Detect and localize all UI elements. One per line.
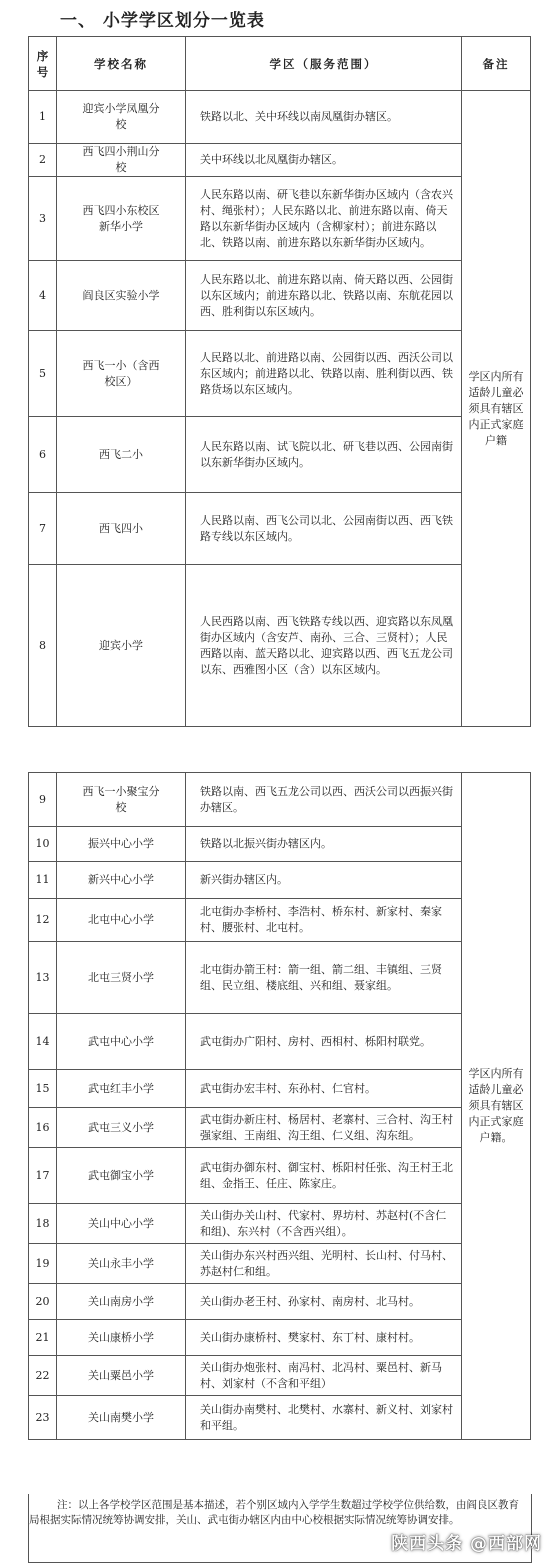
district-range: 关山街办炮张村、南冯村、北冯村、粟邑村、新马村、刘家村（不含和平组） (186, 1356, 462, 1396)
district-range: 关山街办康桥村、樊家村、东丁村、康村村。 (186, 1320, 462, 1356)
row-number: 20 (29, 1284, 57, 1320)
district-range: 关山街办南樊村、北樊村、水寨村、新义村、刘家村和平组。 (186, 1396, 462, 1440)
school-name: 西飞一小聚宝分校 (57, 773, 186, 827)
row-number: 16 (29, 1108, 57, 1148)
school-name: 武屯三义小学 (57, 1108, 186, 1148)
school-name: 武屯中心小学 (57, 1014, 186, 1070)
table-row (29, 773, 531, 827)
district-range: 人民西路以南、西飞铁路专线以西、迎宾路以东凤凰街办区域内（含安芦、南孙、三合、三贤村）；人民西路以南、蓝天路以北、迎宾路以西、西飞五龙公司以东、西雅图小区（含）以东区域内。 (186, 565, 462, 727)
table-row (29, 862, 531, 899)
district-range: 北屯街办箭王村：箭一组、箭二组、丰镇组、三贤组、民立组、楼底组、兴和组、聂家组。 (186, 942, 462, 1014)
school-name: 新兴中心小学 (57, 862, 186, 899)
school-name: 迎宾小学凤凰分校 (57, 91, 186, 144)
school-name: 关山中心小学 (57, 1204, 186, 1244)
school-name: 武屯御宝小学 (57, 1148, 186, 1204)
row-number: 13 (29, 942, 57, 1014)
table-row (29, 1014, 531, 1070)
row-number: 19 (29, 1244, 57, 1284)
row-number: 8 (29, 565, 57, 727)
row-number: 18 (29, 1204, 57, 1244)
row-number: 21 (29, 1320, 57, 1356)
table-row (29, 493, 531, 565)
district-range: 北屯街办李桥村、李浩村、桥东村、新家村、秦家村、腰张村、北屯村。 (186, 899, 462, 942)
school-name: 西飞一小（含西校区） (57, 331, 186, 417)
school-district-table-part1 (28, 36, 531, 727)
district-range: 关中环线以北凤凰街办辖区。 (186, 144, 462, 177)
table-row (29, 417, 531, 493)
school-name: 阎良区实验小学 (57, 261, 186, 331)
note-cell: 学区内所有适龄儿童必须具有辖区内正式家庭户籍 (462, 91, 531, 727)
district-range: 铁路以北振兴街办辖区内。 (186, 827, 462, 862)
table-row (29, 1356, 531, 1396)
district-range: 人民路以北、前进路以南、公园街以西、西沃公司以东区域内；前进路以北、铁路以南、胜利街以西、铁路货场以东区域内。 (186, 331, 462, 417)
table-header-row (29, 37, 531, 91)
row-number: 11 (29, 862, 57, 899)
district-range: 人民东路以北、前进东路以南、倚天路以西、公园街以东区域内；前进东路以北、铁路以南、东航花园以西、胜利街以东区域内。 (186, 261, 462, 331)
page-title: 一、 小学学区划分一览表 (60, 11, 265, 31)
school-name: 西飞四小 (57, 493, 186, 565)
table-row (29, 942, 531, 1014)
district-range: 武屯街办新庄村、杨居村、老寨村、三合村、沟王村强家组、王南组、沟王组、仁义组、沟东组。 (186, 1108, 462, 1148)
row-number: 9 (29, 773, 57, 827)
school-name: 振兴中心小学 (57, 827, 186, 862)
footnote: 注：以上各学校学区范围是基本描述，若个别区域内入学学生数超过学校学位供给数，由阎良区教育局根据实际情况统筹协调安排，关山、武屯街办辖区内由中心校根据实际情况统筹协调安排。 (28, 1494, 532, 1563)
row-number: 17 (29, 1148, 57, 1204)
table-row (29, 177, 531, 261)
school-name: 迎宾小学 (57, 565, 186, 727)
school-name: 西飞四小荆山分校 (57, 144, 186, 177)
district-range: 武屯街办宏丰村、东孙村、仁官村。 (186, 1070, 462, 1108)
table-row (29, 1070, 531, 1108)
district-range: 新兴街办辖区内。 (186, 862, 462, 899)
district-range: 关山街办关山村、代家村、界坊村、苏赵村(不含仁和组)、东兴村（不含西兴组）。 (186, 1204, 462, 1244)
row-number: 10 (29, 827, 57, 862)
table-row (29, 1396, 531, 1440)
table-row (29, 91, 531, 144)
district-range: 人民路以南、西飞公司以北、公园南街以西、西飞铁路专线以东区域内。 (186, 493, 462, 565)
row-number: 5 (29, 331, 57, 417)
row-number: 6 (29, 417, 57, 493)
row-number: 2 (29, 144, 57, 177)
school-name: 北屯中心小学 (57, 899, 186, 942)
table-row (29, 1204, 531, 1244)
header-no: 序号 (29, 37, 57, 91)
header-district: 学区（服务范围） (186, 37, 462, 91)
row-number: 14 (29, 1014, 57, 1070)
table-row (29, 261, 531, 331)
district-range: 人民东路以南、试飞院以北、研飞巷以西、公园南街以东新华街办区域内。 (186, 417, 462, 493)
school-name: 关山永丰小学 (57, 1244, 186, 1284)
table-row (29, 899, 531, 942)
row-number: 7 (29, 493, 57, 565)
table-row (29, 1320, 531, 1356)
school-name: 关山粟邑小学 (57, 1356, 186, 1396)
school-name: 关山南房小学 (57, 1284, 186, 1320)
table-row (29, 1284, 531, 1320)
table-row (29, 331, 531, 417)
district-range: 关山街办东兴村西兴组、光明村、长山村、付马村、苏赵村仁和组。 (186, 1244, 462, 1284)
district-range: 铁路以南、西飞五龙公司以西、西沃公司以西振兴街办辖区。 (186, 773, 462, 827)
row-number: 22 (29, 1356, 57, 1396)
district-range: 铁路以北、关中环线以南凤凰街办辖区。 (186, 91, 462, 144)
district-range: 武屯街办广阳村、房村、西相村、栎阳村联党。 (186, 1014, 462, 1070)
school-name: 武屯红丰小学 (57, 1070, 186, 1108)
school-district-table-part2 (28, 772, 531, 1440)
table-row (29, 1244, 531, 1284)
school-name: 关山南樊小学 (57, 1396, 186, 1440)
table-row (29, 827, 531, 862)
district-range: 人民东路以南、研飞巷以东新华街办区域内（含农兴村、绳张村）；人民东路以北、前进东路以南、倚天路以东新华街办区域内（含柳家村）；前进东路以北、铁路以南、前进东路以东新华街办区域内。 (186, 177, 462, 261)
header-school-name: 学校名称 (57, 37, 186, 91)
row-number: 23 (29, 1396, 57, 1440)
row-number: 4 (29, 261, 57, 331)
note-cell: 学区内所有适龄儿童必须具有辖区内正式家庭户籍。 (462, 773, 531, 1440)
watermark-logo: 陕西头条 @西部网 (391, 1534, 542, 1554)
row-number: 15 (29, 1070, 57, 1108)
district-range: 关山街办老王村、孙家村、南房村、北马村。 (186, 1284, 462, 1320)
table-row (29, 144, 531, 177)
table-row (29, 1148, 531, 1204)
school-name: 西飞四小东校区新华小学 (57, 177, 186, 261)
school-name: 北屯三贤小学 (57, 942, 186, 1014)
district-range: 武屯街办御东村、御宝村、栎阳村任张、沟王村王北组、金指王、任庄、陈家庄。 (186, 1148, 462, 1204)
school-name: 关山康桥小学 (57, 1320, 186, 1356)
table-row (29, 1108, 531, 1148)
header-note: 备注 (462, 37, 531, 91)
row-number: 1 (29, 91, 57, 144)
school-name: 西飞二小 (57, 417, 186, 493)
row-number: 12 (29, 899, 57, 942)
table-row (29, 565, 531, 727)
row-number: 3 (29, 177, 57, 261)
